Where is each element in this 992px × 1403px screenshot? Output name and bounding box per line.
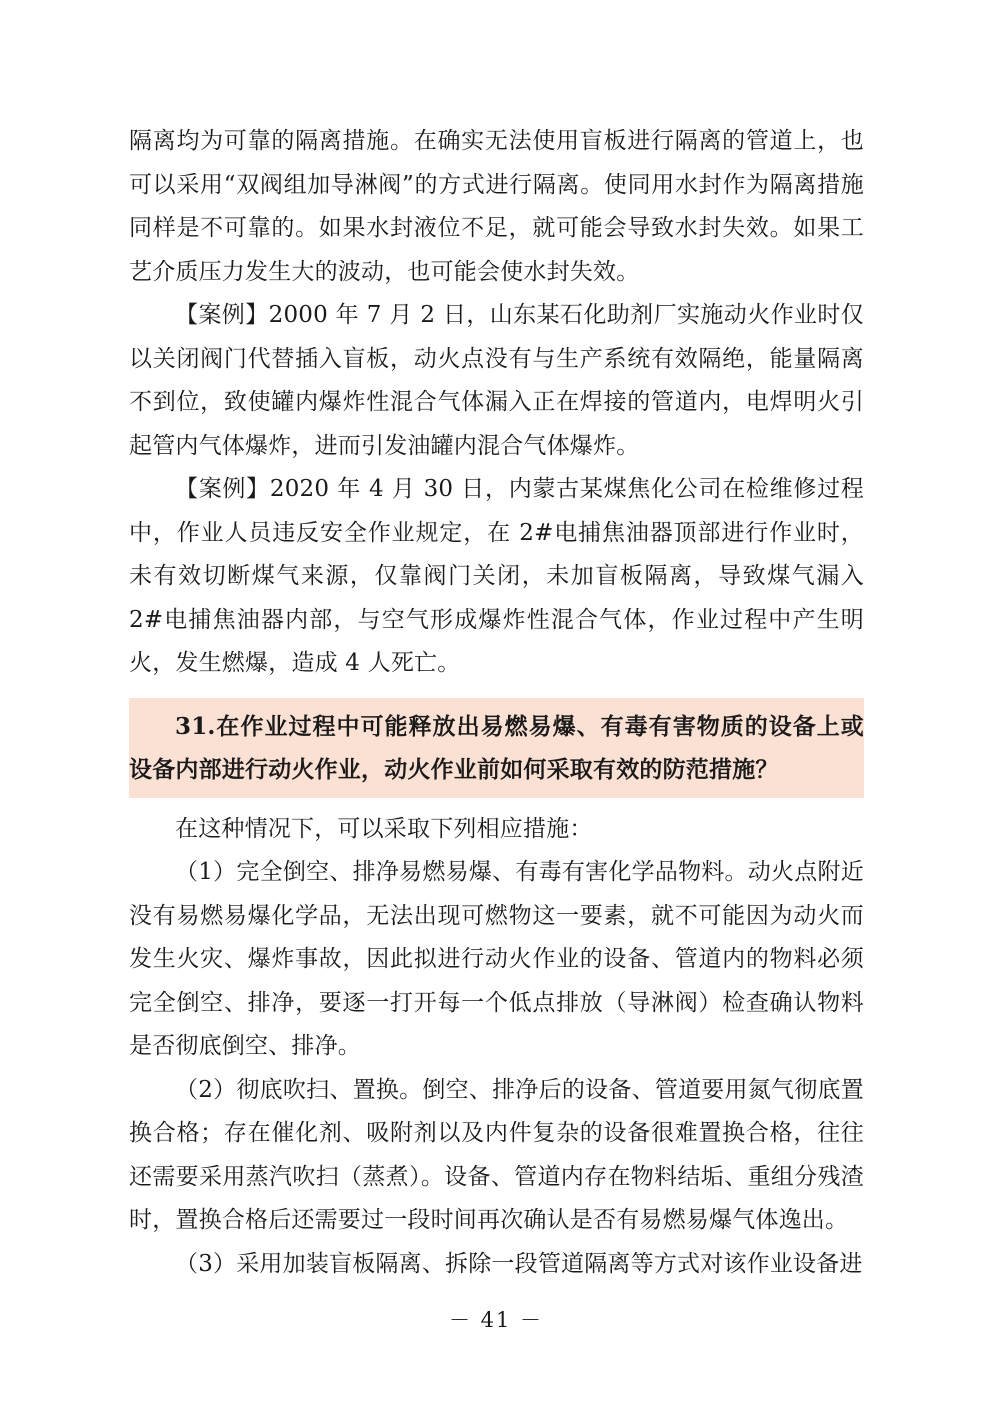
paragraph-measure-2: （2）彻底吹扫、置换。倒空、排净后的设备、管道要用氮气彻底置换合格；存在催化剂、吸附剂以及内件复杂的设备很难置换合格，往往还需要采用蒸汽吹扫（蒸煮）。设备、管道内存在物料结垢、重组分残渣时，置换合格后还需要过一段时间再次确认是否有易燃易爆气体逸出。 xyxy=(129,1076,864,1233)
paragraph-measure-3: （3）采用加装盲板隔离、拆除一段管道隔离等方式对该作业设备进 xyxy=(175,1250,863,1277)
paragraph-measures-intro: 在这种情况下，可以采取下列相应措施： xyxy=(175,815,593,842)
paragraph-measure-1: （1）完全倒空、排净易燃易爆、有毒有害化学品物料。动火点附近没有易燃易爆化学品，无法出现可燃物这一要素，就不可能因为动火而发生火灾、爆炸事故，因此拟进行动火作业的设备、管道内的物料必须完全倒空、排净，要逐一打开每一个低点排放（导淋阀）检查确认物料是否彻底倒空、排净。 xyxy=(129,859,864,1059)
question-heading: 31.在作业过程中可能释放出易燃易爆、有毒有害物质的设备上或设备内部进行动火作业，动火作业前如何采取有效的防范措施？ xyxy=(129,712,864,783)
page-number: － 41 － xyxy=(448,1308,544,1332)
document-body xyxy=(129,120,864,1286)
paragraph-isolation-measures: 隔离均为可靠的隔离措施。在确实无法使用盲板进行隔离的管道上，也可以采用“双阀组加导淋阀”的方式进行隔离。使同用水封作为隔离措施同样是不可靠的。如果水封液位不足，就可能会导致水封失效。如果工艺介质压力发生大的波动，也可能会使水封失效。 xyxy=(129,128,864,285)
paragraph-case-2000: 【案例】2000 年 7 月 2 日，山东某石化助剂厂实施动火作业时仅以关闭阀门代替插入盲板，动火点没有与生产系统有效隔绝，能量隔离不到位，致使罐内爆炸性混合气体漏入正在焊接的管道内，电焊明火引起管内气体爆炸，进而引发油罐内混合气体爆炸。 xyxy=(129,302,864,459)
question-highlight-box xyxy=(129,698,864,798)
paragraph-case-2020: 【案例】2020 年 4 月 30 日，内蒙古某煤焦化公司在检维修过程中，作业人员违反安全作业规定，在 2#电捕焦油器顶部进行作业时，未有效切断煤气来源，仅靠阀门关闭，未加盲板隔离，导致煤气漏入 2#电捕焦油器内部，与空气形成爆炸性混合气体，作业过程中产生明火，发生燃爆，造成 4 人死亡。 xyxy=(129,476,864,676)
